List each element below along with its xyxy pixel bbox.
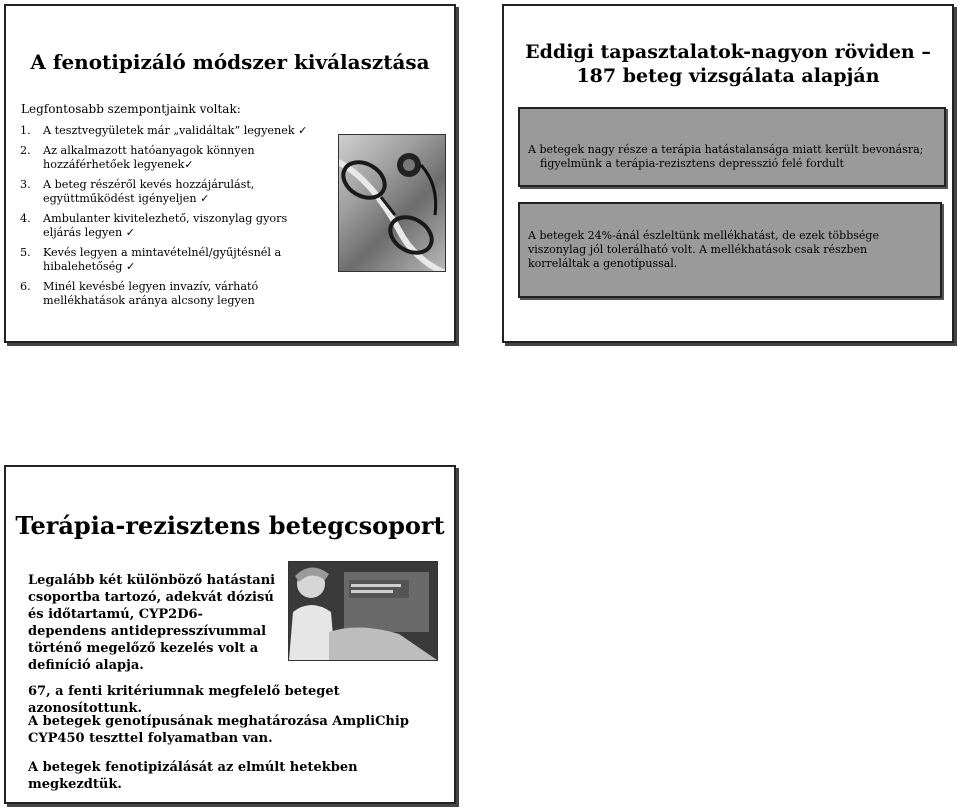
slide-title: Terápia-rezisztens betegcsoport — [15, 511, 445, 540]
identified-patients-text: 67, a fenti kritériumnak megfelelő beteget azonosítottunk. — [28, 684, 340, 716]
slide-intro: Legfontosabb szempontjaink voltak: — [21, 102, 241, 116]
list-item: 3. A beteg részéről kevés hozzájárulást, együttműködést igényeljen ✓ — [20, 178, 255, 205]
info-box-side-effects: A betegek 24%-ánál észleltünk mellékhatást, de ezek többsége viszonylag jól tolerálható volt. A mellékhatások csak részben korreláltak a genotípussal. — [518, 202, 942, 298]
list-item: 5. Kevés legyen a mintavételnél/gyűjtésnél a hibalehetőség ✓ — [20, 246, 282, 273]
list-item: 1. A tesztvegyületek már „validáltak” legyenek ✓ — [20, 124, 308, 137]
list-item: 4. Ambulanter kivitelezhető, viszonylag gyors eljárás legyen ✓ — [20, 212, 288, 239]
info-box-therapy: A betegek nagy része a terápia hatástalansága miatt került bevonásra; figyelmünk a terápia-rezisztens depresszió felé fordult — [518, 107, 946, 187]
woman-photo — [288, 561, 438, 661]
slide-terapia-rezisztens — [4, 465, 456, 804]
slide-fenotipizalo — [4, 4, 456, 343]
glasses-stethoscope-photo — [338, 134, 446, 272]
definition-paragraph: Legalább két különböző hatástani csoportba tartozó, adekvát dózisú és időtartamú, CYP2D6-dependens antidepresszívummal történő megelőző kezelés volt a definíció alapja. — [28, 573, 276, 673]
criteria-list — [20, 124, 320, 314]
slide-title: Eddigi tapasztalatok-nagyon röviden – 187 beteg vizsgálata alapján — [525, 41, 931, 87]
phenotyping-text: A betegek fenotipizálását az elmúlt hetekben megkezdtük. — [28, 760, 358, 792]
slide-title: A fenotipizáló módszer kiválasztása — [30, 50, 430, 74]
list-item: 6. Minél kevésbé legyen invazív, várható mellékhatások aránya alcsony legyen — [20, 280, 259, 307]
list-item: 2. Az alkalmazott hatóanyagok könnyen hozzáférhetőek legyenek✓ — [20, 144, 255, 171]
slide-tapasztalatok — [502, 4, 954, 343]
genotyping-text: A betegek genotípusának meghatározása AmpliChip CYP450 teszttel folyamatban van. — [28, 714, 409, 746]
